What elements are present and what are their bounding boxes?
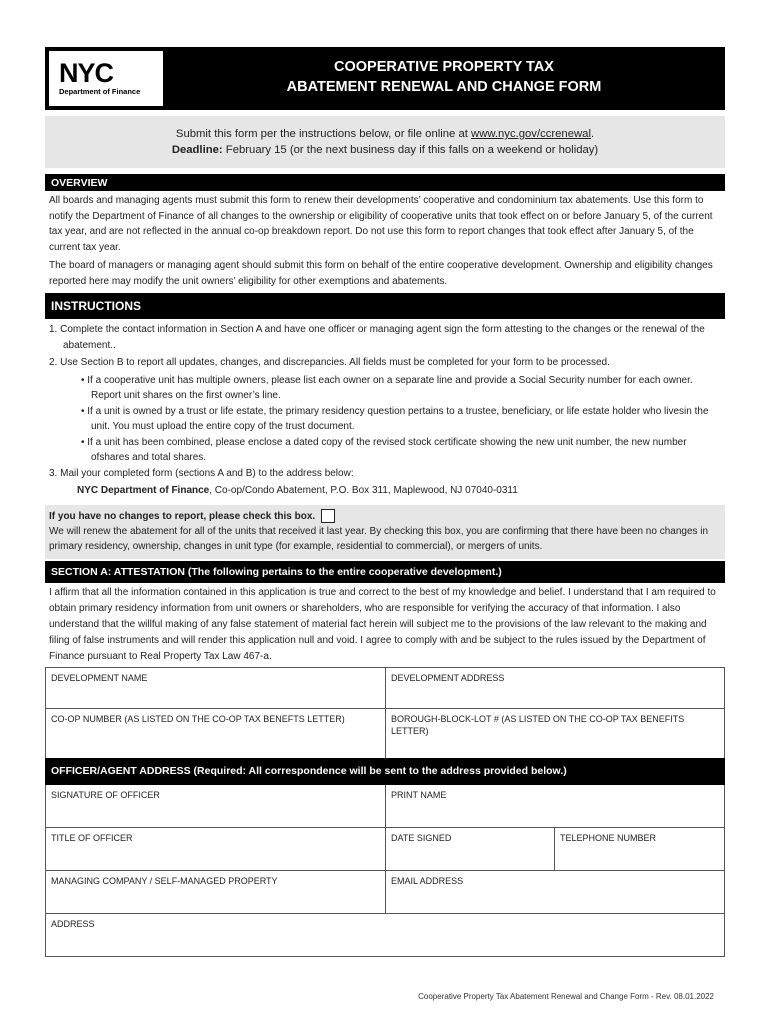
overview-heading: OVERVIEW bbox=[45, 174, 725, 191]
renewal-link[interactable]: www.nyc.gov/ccrenewal bbox=[471, 128, 591, 140]
form-page bbox=[45, 47, 725, 957]
title-line-2: ABATEMENT RENEWAL AND CHANGE FORM bbox=[286, 79, 602, 95]
company-row bbox=[46, 870, 724, 913]
coop-row bbox=[46, 708, 724, 758]
print-name-field[interactable]: PRINT NAME bbox=[385, 785, 724, 827]
email-field[interactable]: EMAIL ADDRESS bbox=[385, 871, 724, 913]
officer-address-field[interactable]: ADDRESS bbox=[51, 918, 95, 929]
deadline-line bbox=[45, 142, 725, 158]
no-changes-text: We will renew the abatement for all of the units that received it last year. By checking this box, you are confirming that there have been no changes in primary residency, ownership, changes in unit type (for example, residential to commercial), or mergers of units. bbox=[49, 525, 709, 552]
instruction-3: 3. Mail your completed form (sections A and B) to the address below: bbox=[49, 467, 354, 479]
signature-row bbox=[46, 785, 724, 827]
section-a-heading: SECTION A: ATTESTATION (The following pertains to the entire cooperative development.) bbox=[45, 561, 725, 583]
submit-suffix: . bbox=[590, 128, 595, 140]
submit-prefix: Submit this form per the instructions below, or file online at bbox=[175, 128, 472, 140]
title-line-1: COOPERATIVE PROPERTY TAX bbox=[334, 59, 554, 75]
no-changes-row bbox=[49, 509, 721, 524]
no-changes-box bbox=[45, 505, 725, 559]
instruction-bullet-2: • If a unit is owned by a trust or life estate, the primary residency question pertains to a trustee, beneficiary, or life estate holder who livesin the unit. You must upload the entire copy of the trust document. bbox=[81, 405, 709, 432]
submit-line bbox=[45, 126, 725, 142]
attestation-text: I affirm that all the information contained in this application is true and correct to the best of my knowledge and belief. I understand that I am required to obtain primary residency information from unit owners or shareholders, who are responsible for verifying the accuracy of that information. I also understand that the willful making of any false statement of material fact herein will subject me to the provisions of the law relevant to the making and filing of false instruments and will render this application null and void. I agree to comply with and be subject to the rules issued by the Department of Finance pursuant to Real Property Tax Law 467-a. bbox=[49, 586, 716, 662]
development-name-field[interactable]: DEVELOPMENT NAME bbox=[51, 672, 148, 683]
development-row bbox=[46, 667, 724, 708]
address-row bbox=[46, 913, 724, 956]
bbl-field[interactable]: BOROUGH-BLOCK-LOT # (AS LISTED ON THE CO-OP TAX BENEFITS LETTER) bbox=[385, 709, 724, 758]
nyc-logo bbox=[49, 51, 163, 106]
form-title bbox=[163, 47, 725, 110]
deadline-text: February 15 (or the next business day if this falls on a weekend or holiday) bbox=[222, 144, 599, 156]
form-header bbox=[45, 47, 725, 110]
mailing-address-name: NYC Department of Finance bbox=[77, 485, 210, 496]
instruction-2: 2. Use Section B to report all updates, changes, and discrepancies. All fields must be completed for your form to be processed. bbox=[49, 357, 610, 368]
date-signed-field[interactable]: DATE SIGNED bbox=[385, 828, 554, 870]
overview-paragraph-2: The board of managers or managing agent should submit this form on behalf of the entire cooperative development. Ownership and eligibility changes reported here may modify the unit owners’ eligibility for other exemptions and abatements. bbox=[49, 260, 713, 287]
title-row bbox=[46, 827, 724, 870]
instruction-bullet-1: • If a cooperative unit has multiple owners, please list each owner on a separate line and provide a Social Security number for each owner. Report unit shares on the first owner’s line. bbox=[81, 374, 693, 401]
development-grid bbox=[45, 667, 725, 758]
telephone-field[interactable]: TELEPHONE NUMBER bbox=[554, 828, 724, 870]
coop-number-field[interactable]: CO-OP NUMBER (AS LISTED ON THE CO-OP TAX BENEFTS LETTER) bbox=[51, 713, 345, 724]
instructions-list bbox=[45, 322, 725, 499]
instruction-bullet-3: • If a unit has been combined, please enclose a dated copy of the revised stock certificate showing the new unit number, the new number ofshares and total shares. bbox=[81, 436, 687, 463]
instruction-1: 1. Complete the contact information in Section A and have one officer or managing agent sign the form attesting to the changes or the renewal of the abatement.. bbox=[49, 324, 705, 351]
officer-grid bbox=[45, 785, 725, 957]
signature-field[interactable]: SIGNATURE OF OFFICER bbox=[51, 789, 160, 800]
footer-text: Cooperative Property Tax Abatement Renewal and Change Form - Rev. 08.01.2022 bbox=[418, 992, 714, 1001]
mailing-address bbox=[49, 483, 721, 499]
officer-title-field[interactable]: TITLE OF OFFICER bbox=[51, 832, 133, 843]
overview-paragraph-1: All boards and managing agents must submit this form to renew their developments’ cooperative and condominium tax abatements. Use this form to notify the Department of Finance of all changes to the ownership or eligibility of cooperative units that took effect on or before January 5, of the current tax year, and are not reflected in the annual co-op breakdown report. Do not use this form to report changes that took effect after January 5, of the current tax year. bbox=[49, 195, 713, 253]
logo-text: NYC bbox=[59, 58, 114, 88]
mailing-address-rest: , Co-op/Condo Abatement, P.O. Box 311, Maplewood, NJ 07040-0311 bbox=[209, 485, 518, 496]
officer-heading: OFFICER/AGENT ADDRESS (Required: All correspondence will be sent to the address provided below.) bbox=[45, 758, 725, 785]
submit-info bbox=[45, 116, 725, 168]
managing-company-field[interactable]: MANAGING COMPANY / SELF-MANAGED PROPERTY bbox=[51, 875, 278, 886]
logo-subtitle: Department of Finance bbox=[59, 87, 141, 96]
no-changes-checkbox[interactable] bbox=[321, 509, 335, 523]
no-changes-label: If you have no changes to report, please check this box. bbox=[49, 510, 316, 522]
development-address-field[interactable]: DEVELOPMENT ADDRESS bbox=[385, 668, 724, 708]
deadline-label: Deadline: bbox=[171, 144, 223, 156]
instructions-heading: INSTRUCTIONS bbox=[45, 293, 725, 319]
